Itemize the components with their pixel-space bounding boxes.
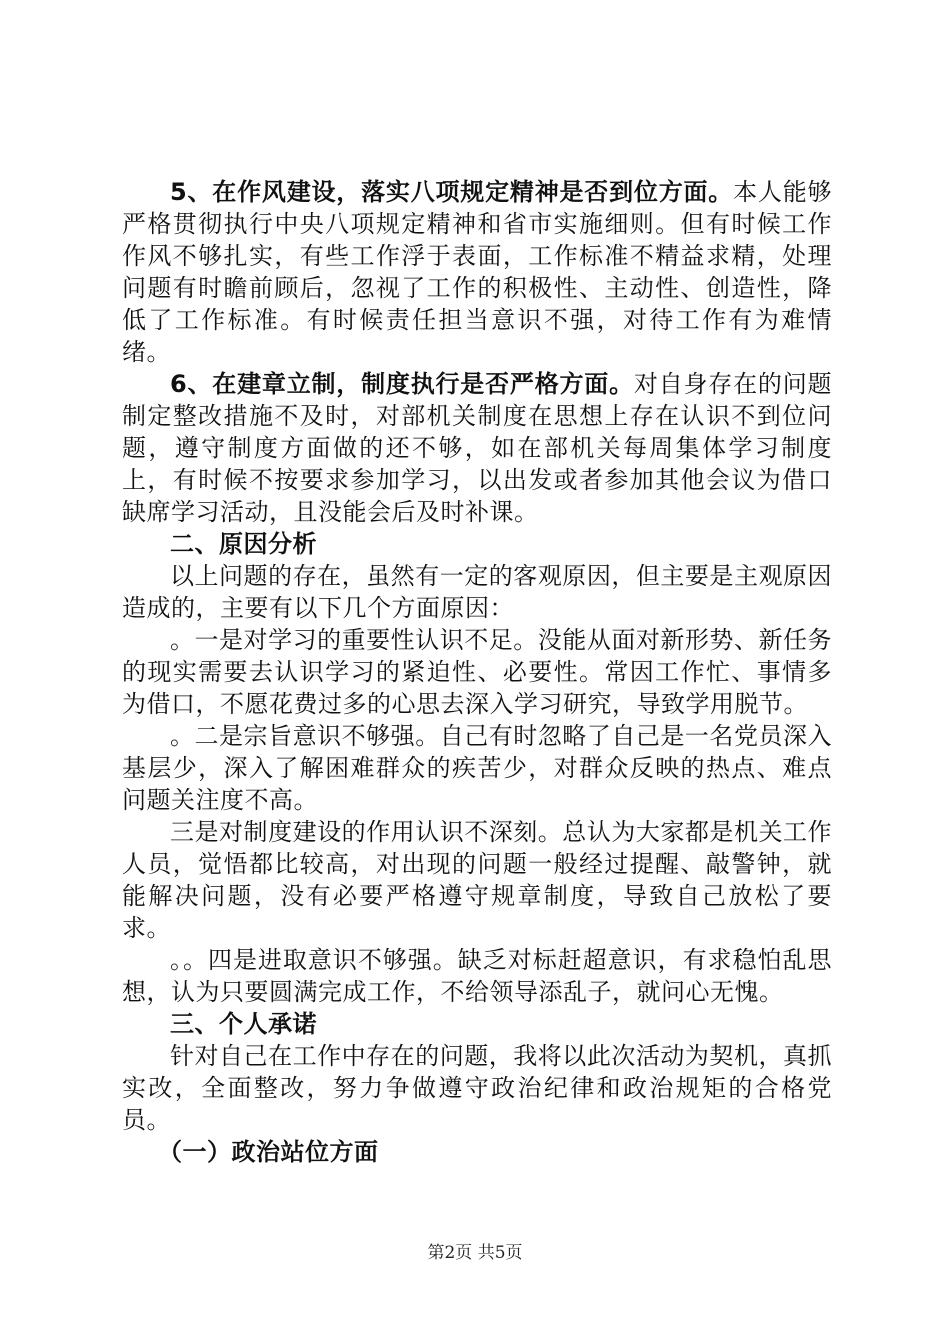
- document-body: [122, 176, 832, 1168]
- paragraph-regulations: [122, 368, 832, 528]
- subheading-political-stance: （一）政治站位方面: [158, 1138, 379, 1166]
- page-number-footer: 第2页 共5页: [427, 1243, 523, 1263]
- paragraph-text: 对自身存在的问题制定整改措施不及时，对部机关制度在思想上存在认识不到位问题，遵守制度方面做的还不够，如在部机关每周集体学习制度上，有时候不按要求参加学习，以出发或者参加其他会议为借口缺席学习活动，且没能会后及时补课。: [122, 370, 833, 526]
- paragraph-cause-intro: 以上问题的存在，虽然有一定的客观原因，但主要是主观原因造成的，主要有以下几个方面原因：: [122, 562, 832, 622]
- section-heading-commitment: 三、个人承诺: [170, 1010, 317, 1038]
- paragraph-cause-3: 三是对制度建设的作用认识不深刻。总认为大家都是机关工作人员，觉悟都比较高，对出现的问题一般经过提醒、敲警钟，就能解决问题，没有必要严格遵守规章制度，导致自己放松了要求。: [122, 818, 832, 942]
- paragraph-lead: 5、在作风建设，落实八项规定精神是否到位方面。: [170, 178, 734, 206]
- paragraph-cause-2: 。二是宗旨意识不够强。自己有时忽略了自己是一名党员深入基层少，深入了解困难群众的疾苦少，对群众反映的热点、难点问题关注度不高。: [122, 722, 832, 814]
- paragraph-commitment: 针对自己在工作中存在的问题，我将以此次活动为契机，真抓实改，全面整改，努力争做遵守政治纪律和政治规矩的合格党员。: [122, 1042, 832, 1134]
- paragraph-cause-4: 。。四是进取意识不够强。缺乏对标赶超意识，有求稳怕乱思想，认为只要圆满完成工作，不给领导添乱子，就问心无愧。: [122, 946, 832, 1006]
- paragraph-work-style: [122, 176, 832, 368]
- section-heading-cause-analysis: 二、原因分析: [170, 530, 317, 558]
- paragraph-lead: 6、在建章立制，制度执行是否严格方面。: [170, 370, 634, 398]
- paragraph-cause-1: 。一是对学习的重要性认识不足。没能从面对新形势、新任务的现实需要去认识学习的紧迫性、必要性。常因工作忙、事情多为借口，不愿花费过多的心思去深入学习研究，导致学用脱节。: [122, 626, 832, 718]
- paragraph-text: 本人能够严格贯彻执行中央八项规定精神和省市实施细则。但有时候工作作风不够扎实，有些工作浮于表面，工作标准不精益求精，处理问题有时瞻前顾后，忽视了工作的积极性、主动性、创造性，降低了工作标准。有时候责任担当意识不强，对待工作有为难情绪。: [122, 178, 833, 366]
